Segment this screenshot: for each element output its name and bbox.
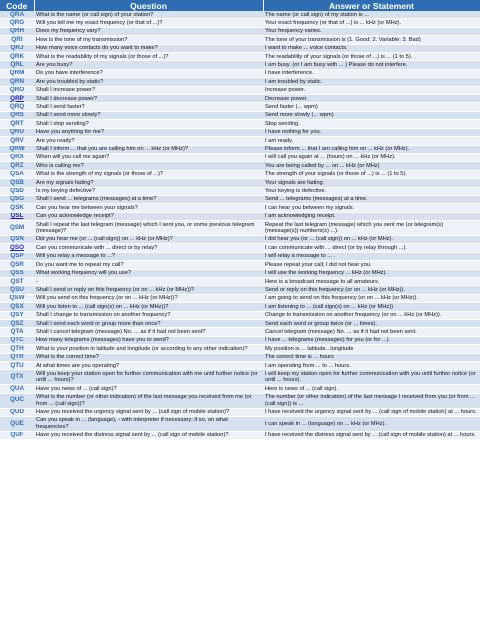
code-cell: QRZ <box>0 162 34 170</box>
code-cell: QSX <box>0 303 34 311</box>
answer-cell: I have received the urgency signal sent by ... (call sign of mobile station) at ... hours. <box>263 408 480 416</box>
question-cell: Does my frequency vary? <box>34 27 263 35</box>
table-row <box>0 120 480 128</box>
answer-cell: Increase power. <box>263 86 480 94</box>
answer-cell: You are being called by ... on ... kHz (or MHz) <box>263 162 480 170</box>
code-cell: QRL <box>0 61 34 69</box>
table-row <box>0 128 480 136</box>
question-cell: What is the strength of my signals (or those of ...)? <box>34 170 263 178</box>
code-cell: QRG <box>0 19 34 27</box>
table-row <box>0 44 480 52</box>
code-cell: QSU <box>0 286 34 294</box>
code-cell: QRJ <box>0 44 34 52</box>
answer-cell: Change to transmission on another frequency (or on ... kHz (or MHz)). <box>263 311 480 319</box>
table-row <box>0 204 480 212</box>
code-cell: QSB <box>0 179 34 187</box>
answer-cell: I will keep my station open for further communication with you until further notice (or until ... hours). <box>263 370 480 385</box>
code-cell: QSN <box>0 235 34 243</box>
answer-cell: I am listening to ... (call sign(s) on ... kHz (or MHz)) <box>263 303 480 311</box>
question-cell: What is the correct time? <box>34 353 263 361</box>
header-question: Question <box>34 0 263 11</box>
answer-cell: Your frequency varies. <box>263 27 480 35</box>
answer-cell: Cancel telegram (message) No. ... as if it had not been sent. <box>263 328 480 336</box>
question-cell: Do you want me to repeat my call? <box>34 261 263 269</box>
question-cell: Will you send on this frequency (or on ... kHz (or MHz))? <box>34 294 263 302</box>
answer-cell: Repeat the last telegram (message) which you sent me (or telegram(s) (message(s)) numbers(s) ...). <box>263 221 480 236</box>
table-row <box>0 336 480 344</box>
code-cell: QSP <box>0 252 34 260</box>
code-cell: QRX <box>0 153 34 161</box>
table-row <box>0 294 480 302</box>
question-cell: Have you received the distress signal sent by ... (call sign of mobile station)? <box>34 431 263 439</box>
answer-cell: I have nothing for you. <box>263 128 480 136</box>
answer-cell: I can communicate with ... direct (or by relay through ...). <box>263 244 480 252</box>
table-row <box>0 179 480 187</box>
code-cell: QUD <box>0 408 34 416</box>
answer-cell: I have received the distress signal sent by ... (call sign of mobile station) at ... hours. <box>263 431 480 439</box>
answer-cell: I want to make ... voice contacts. <box>263 44 480 52</box>
header-code: Code <box>0 0 34 11</box>
code-cell: QSR <box>0 261 34 269</box>
table-row <box>0 416 480 431</box>
table-row <box>0 244 480 252</box>
code-cell: QRO <box>0 86 34 94</box>
question-cell: Shall I inform ... that you are calling him on ... kHz (or MHz)? <box>34 145 263 153</box>
question-cell: Will you listen to ... (call sign(s) on ... kHz (or MHz))? <box>34 303 263 311</box>
code-cell: QTX <box>0 370 34 385</box>
answer-cell: The strength of your signals (or those of ...) is ... (1 to 5). <box>263 170 480 178</box>
table-row <box>0 328 480 336</box>
table-row <box>0 235 480 243</box>
code-cell: QSM <box>0 221 34 236</box>
answer-cell: Stop sending. <box>263 120 480 128</box>
code-cell: QTC <box>0 336 34 344</box>
table-row <box>0 111 480 119</box>
code-cell: QUC <box>0 393 34 408</box>
table-row <box>0 370 480 385</box>
question-cell: Shall I change to transmission on another frequency? <box>34 311 263 319</box>
answer-cell: I have ... telegrams (messages) for you (or for ...). <box>263 336 480 344</box>
question-cell: Shall I cancel telegram (message) No. ... as if it had not been sent? <box>34 328 263 336</box>
code-cell: QTH <box>0 345 34 353</box>
table-row <box>0 252 480 260</box>
question-cell: Can you communicate with ... direct or by relay? <box>34 244 263 252</box>
code-cell: QRU <box>0 128 34 136</box>
question-cell: Shall I send each word or group more than once? <box>34 320 263 328</box>
question-cell: How many voice contacts do you want to make? <box>34 44 263 52</box>
answer-cell: The readability of your signals (or those of ...) is ... (1 to 5). <box>263 53 480 61</box>
question-cell: What is the name (or call sign) of your station? <box>34 11 263 19</box>
answer-cell: Send ... telegrams (messages) at a time. <box>263 195 480 203</box>
answer-cell: I am busy. (or I am busy with ... ) Please do not interfere. <box>263 61 480 69</box>
code-cell: QRK <box>0 53 34 61</box>
code-cell: QSW <box>0 294 34 302</box>
code-cell: QRM <box>0 69 34 77</box>
question-cell: - <box>34 278 263 286</box>
table-row <box>0 393 480 408</box>
table-row <box>0 19 480 27</box>
code-cell: QSK <box>0 204 34 212</box>
question-cell: Are you troubled by static? <box>34 78 263 86</box>
question-cell: Will you relay a message to ...? <box>34 252 263 260</box>
question-cell: Are you ready? <box>34 137 263 145</box>
question-cell: Shall I send more slowly? <box>34 111 263 119</box>
answer-cell: The name (or call sign) of my station is ... <box>263 11 480 19</box>
table-row <box>0 269 480 277</box>
answer-cell: I will use the working frequency ... kHz (or MHz). <box>263 269 480 277</box>
answer-cell: I am operating from ... to ... hours. <box>263 362 480 370</box>
question-cell: Are you busy? <box>34 61 263 69</box>
question-cell: What is the number (or other indication) of the last message you received from me (or from ... (call sign))? <box>34 393 263 408</box>
code-cell: QRS <box>0 111 34 119</box>
table-row <box>0 408 480 416</box>
table-row <box>0 320 480 328</box>
answer-cell: I have interference. <box>263 69 480 77</box>
answer-cell: Your keying is defective. <box>263 187 480 195</box>
answer-cell: I did hear you (or ... (call sign)) on ... kHz (or MHz). <box>263 235 480 243</box>
question-cell: Can you hear me between your signals? <box>34 204 263 212</box>
question-cell: At what times are you operating? <box>34 362 263 370</box>
question-cell: Do you have interference? <box>34 69 263 77</box>
question-cell: Can you acknowledge receipt? <box>34 212 263 220</box>
table-row <box>0 95 480 103</box>
question-cell: Are my signals fading? <box>34 179 263 187</box>
code-cell: QRW <box>0 145 34 153</box>
table-row <box>0 78 480 86</box>
code-cell: QSZ <box>0 320 34 328</box>
table-row <box>0 261 480 269</box>
answer-cell: Here is a broadcast message to all amateurs. <box>263 278 480 286</box>
answer-cell: I am troubled by static. <box>263 78 480 86</box>
code-cell[interactable]: QSO <box>0 244 34 252</box>
code-cell: QRT <box>0 120 34 128</box>
question-cell: Shall I send ... telegrams (messages) at a time? <box>34 195 263 203</box>
answer-cell: Here is news of ... (call sign). <box>263 385 480 393</box>
answer-cell: I am ready. <box>263 137 480 145</box>
code-cell: QRV <box>0 137 34 145</box>
table-row <box>0 362 480 370</box>
table-row <box>0 153 480 161</box>
code-cell: QUA <box>0 385 34 393</box>
code-cell: QSY <box>0 311 34 319</box>
table-row <box>0 11 480 19</box>
table-row <box>0 86 480 94</box>
answer-cell: Send or reply on this frequency (or on ... kHz (or MHz)). <box>263 286 480 294</box>
answer-cell: I will relay a message to ... . <box>263 252 480 260</box>
table-row <box>0 27 480 35</box>
answer-cell: Send each word or group twice (or ... times). <box>263 320 480 328</box>
code-cell: QSD <box>0 187 34 195</box>
answer-cell: Your exact frequency (or that of ...) is ... kHz (or MHz). <box>263 19 480 27</box>
question-cell: How is the tone of my transmission? <box>34 36 263 44</box>
answer-cell: I am acknowledging receipt. <box>263 212 480 220</box>
answer-cell: I will call you again at ... (hours) on ... kHz (or MHz). <box>263 153 480 161</box>
table-row <box>0 162 480 170</box>
question-cell: Did you hear me (or ... (call sign)) on ... kHz (or MHz)? <box>34 235 263 243</box>
answer-cell: I can speak in ... (language) on ... kHz (or MHz). <box>263 416 480 431</box>
code-cell: QRH <box>0 27 34 35</box>
question-cell: What is your position in latitude and longitude (or according to any other indication)? <box>34 345 263 353</box>
code-cell: QRI <box>0 36 34 44</box>
answer-cell: I can hear you between my signals. <box>263 204 480 212</box>
answer-cell: Send faster (... wpm) <box>263 103 480 111</box>
table-row <box>0 431 480 439</box>
table-row <box>0 187 480 195</box>
question-cell: Have you news of ... (call sign)? <box>34 385 263 393</box>
question-cell: Shall I increase power? <box>34 86 263 94</box>
question-cell: Have you received the urgency signal sent by ... (call sign of mobile station)? <box>34 408 263 416</box>
table-row <box>0 69 480 77</box>
table-row <box>0 278 480 286</box>
question-cell: Will you keep your station open for further communication with me until further notice (or until ... hours)? <box>34 370 263 385</box>
table-row <box>0 36 480 44</box>
question-cell: Have you anything for me? <box>34 128 263 136</box>
table-row <box>0 286 480 294</box>
table-row <box>0 137 480 145</box>
code-cell: QUE <box>0 416 34 431</box>
code-cell: QRA <box>0 11 34 19</box>
table-row <box>0 53 480 61</box>
question-cell: Shall I send faster? <box>34 103 263 111</box>
question-cell: Shall I repeat the last telegram (message) which I sent you, or some previous telegram (message)? <box>34 221 263 236</box>
question-cell: What working frequency will you use? <box>34 269 263 277</box>
code-cell[interactable]: QSL <box>0 212 34 220</box>
table-row <box>0 170 480 178</box>
answer-cell: Please repeat your call; I did not hear you. <box>263 261 480 269</box>
question-cell: How many telegrams (messages) have you to send? <box>34 336 263 344</box>
code-cell: QTA <box>0 328 34 336</box>
table-row <box>0 303 480 311</box>
table-row <box>0 103 480 111</box>
answer-cell: Send more slowly (... wpm) <box>263 111 480 119</box>
question-cell: Is my keying defective? <box>34 187 263 195</box>
table-row <box>0 195 480 203</box>
code-cell: QRQ <box>0 103 34 111</box>
question-cell: Who is calling me? <box>34 162 263 170</box>
header-row <box>0 0 480 11</box>
header-answer: Answer or Statement <box>263 0 480 11</box>
answer-cell: The tone of your transmission is (1. Good; 2. Variable; 3. Bad) <box>263 36 480 44</box>
code-cell: QST <box>0 278 34 286</box>
code-cell: QSG <box>0 195 34 203</box>
table-row <box>0 385 480 393</box>
table-row <box>0 353 480 361</box>
answer-cell: I am going to send on this frequency (or on ... kHz (or MHz)). <box>263 294 480 302</box>
question-cell: Shall I send or reply on this frequency (or on ... kHz (or MHz))? <box>34 286 263 294</box>
answer-cell: The correct time is ... hours <box>263 353 480 361</box>
table-row <box>0 212 480 220</box>
table-row <box>0 61 480 69</box>
table-row <box>0 221 480 236</box>
code-cell: QUF <box>0 431 34 439</box>
question-cell: When will you call me again? <box>34 153 263 161</box>
answer-cell: My position is ... latitude...longitude <box>263 345 480 353</box>
question-cell: Shall I decrease power? <box>34 95 263 103</box>
table-body <box>0 11 480 440</box>
code-cell: QSS <box>0 269 34 277</box>
table-row <box>0 145 480 153</box>
code-cell: QSA <box>0 170 34 178</box>
question-cell: What is the readability of my signals (or those of ...)? <box>34 53 263 61</box>
question-cell: Shall I stop sending? <box>34 120 263 128</box>
code-cell: QTR <box>0 353 34 361</box>
answer-cell: Your signals are fading. <box>263 179 480 187</box>
code-cell: QRN <box>0 78 34 86</box>
answer-cell: The number (or other indication) of the last message I received from you (or from ... (call sign)) is ... <box>263 393 480 408</box>
question-cell: Can you speak in ... (language), - with interpreter if necessary; if so, on what frequencies? <box>34 416 263 431</box>
table-row <box>0 311 480 319</box>
answer-cell: Decrease power. <box>263 95 480 103</box>
question-cell: Will you tell me my exact frequency (or that of ...)? <box>34 19 263 27</box>
table-row <box>0 345 480 353</box>
answer-cell: Please inform ... that I am calling him on ... kHz (or MHz). <box>263 145 480 153</box>
code-cell[interactable]: QRP <box>0 95 34 103</box>
code-cell: QTU <box>0 362 34 370</box>
